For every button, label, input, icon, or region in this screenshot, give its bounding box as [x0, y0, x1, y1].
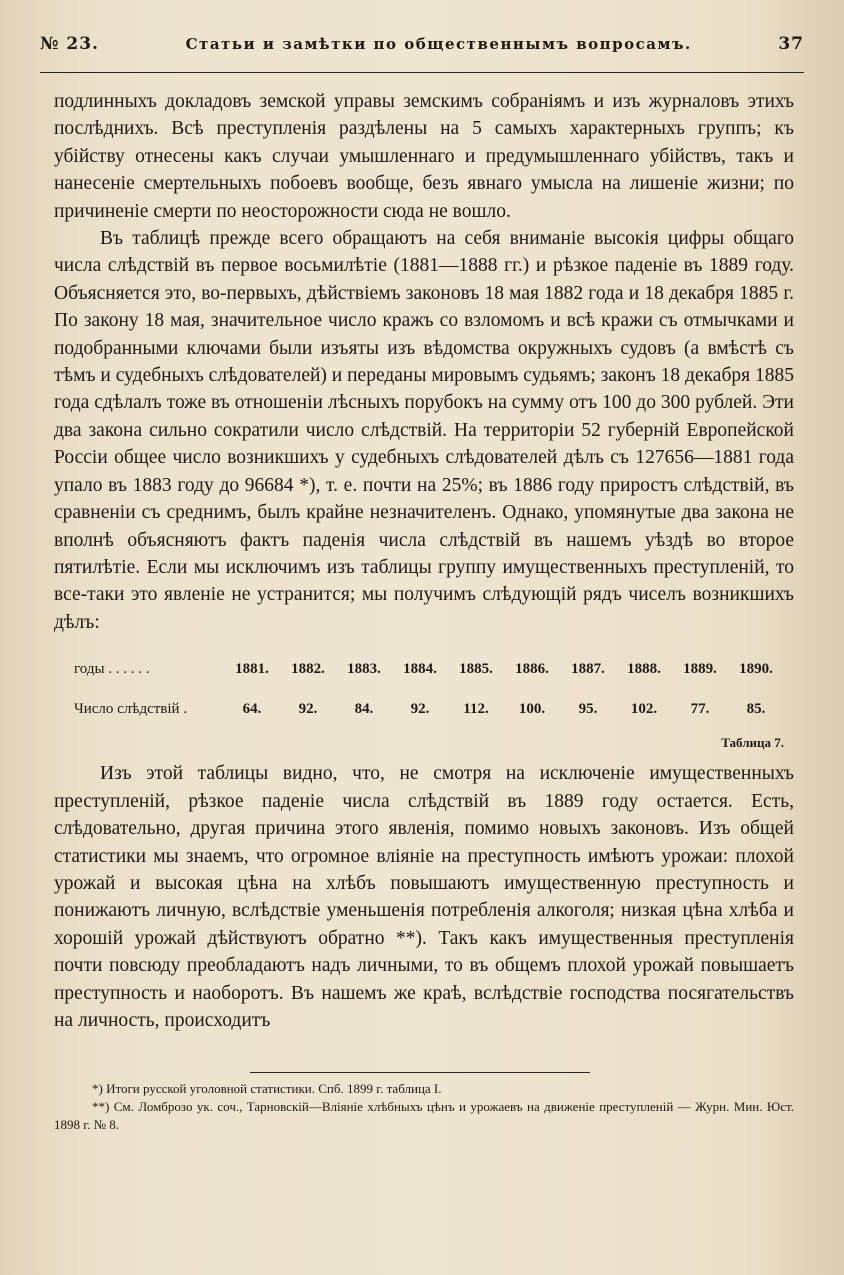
running-header	[40, 34, 804, 66]
paragraph: Въ таблицѣ прежде всего обращаютъ на себя вниманіе высокія цифры общаго числа слѣдствій въ первое восьмилѣтіе (1881—1888 гг.) и рѣзкое паденіе въ 1889 году. Объясняется это, во-первыхъ, дѣйствіемъ законовъ 18 мая 1882 года и 18 декабря 1885 г. По закону 18 мая, значительное число кражъ со взломомъ и всѣ кражи съ отмычками и подобранными ключами были изъяты изъ вѣдомства окружныхъ судовъ (а вмѣстѣ съ тѣмъ и судебныхъ слѣдователей) и переданы мировымъ судьямъ; законъ 18 декабря 1885 года сдѣлалъ тоже въ отношеніи лѣсныхъ порубокъ на сумму отъ 100 до 300 рублей. Эти два закона сильно сократили число слѣдствій. На территоріи 52 губерній Европейской Россіи общее число возникшихъ у судебныхъ слѣдователей дѣлъ съ 127656—1881 года упало въ 1883 году до 96684 *), т. е. почти на 25%; въ 1886 году приростъ слѣдствій, въ сравненіи съ среднимъ, былъ крайне незначителенъ. Однако, упомянутые два закона не вполнѣ объясняютъ фактъ паденія числа слѣдствій въ нашемъ уѣздѣ во второе пятилѣтіе. Если мы исключимъ изъ таблицы группу имущественныхъ преступленій, то все-таки это явленіе не устранится; мы получимъ слѣдующій рядъ чиселъ возникшихъ дѣлъ:	[54, 228, 794, 633]
count-cell: 102.	[630, 700, 658, 717]
count-cell: 112.	[463, 700, 489, 717]
count-cell: 95.	[578, 700, 598, 717]
footnotes	[54, 1080, 794, 1134]
table-row-counts	[74, 690, 784, 729]
footnote: *) Итоги русской уголовной статистики. Спб. 1899 г. таблица I.	[92, 1081, 442, 1096]
main-text	[54, 88, 794, 1034]
count-cell: 85.	[746, 700, 766, 717]
footnote-rule	[250, 1072, 590, 1073]
count-cell: 92.	[410, 700, 430, 717]
footnote: **) См. Ломброзо ук. соч., Тарновскій—Вліяніе хлѣбныхъ цѣнъ и урожаевъ на движеніе преступленій — Журн. Мин. Юст. 1898 г. № 8.	[54, 1099, 794, 1132]
year-cell: 1887.	[571, 661, 605, 678]
year-cell: 1883.	[347, 661, 381, 678]
count-cell: 77.	[690, 700, 710, 717]
year-cell: 1882.	[291, 661, 325, 678]
year-cell: 1886.	[515, 661, 549, 678]
header-rule	[40, 72, 804, 73]
table-caption: Таблица 7.	[721, 734, 784, 750]
page-number: 37	[778, 34, 804, 54]
table-row-years	[74, 650, 784, 689]
paragraph: подлинныхъ докладовъ земской управы земскимъ собраніямъ и изъ журналовъ этихъ послѣднихъ. Всѣ преступленія раздѣлены на 5 самыхъ характерныхъ группъ; къ убійству отнесены какъ случаи умышленнаго и предумышленнаго убійствъ, такъ и нанесеніе смертельныхъ побоевъ вообще, безъ явнаго умысла на лишеніе жизни; по причиненіе смерти по неосторожности сюда не вошло.	[54, 91, 794, 222]
year-cell: 1890.	[739, 661, 773, 678]
count-cell: 100.	[518, 700, 546, 717]
count-cell: 84.	[354, 700, 374, 717]
count-cell: 64.	[242, 700, 262, 717]
year-cell: 1881.	[235, 661, 269, 678]
year-cell: 1885.	[459, 661, 493, 678]
cases-table	[74, 650, 784, 729]
issue-number: № 23.	[40, 34, 99, 54]
year-cell: 1889.	[683, 661, 717, 678]
year-cell: 1884.	[403, 661, 437, 678]
row-label: Число слѣдствій .	[74, 700, 188, 717]
count-cell: 92.	[298, 700, 318, 717]
running-title: Статьи и замѣтки по общественнымъ вопросамъ.	[185, 35, 692, 53]
year-cell: 1888.	[627, 661, 661, 678]
row-label: годы . . . . . .	[74, 661, 150, 678]
paragraph: Изъ этой таблицы видно, что, не смотря на исключеніе имущественныхъ преступленій, рѣзкое паденіе числа слѣдствій въ 1889 году остается. Есть, слѣдовательно, другая причина этого явленія, помимо новыхъ законовъ. Изъ общей статистики мы знаемъ, что огромное вліяніе на преступность имѣютъ урожаи: плохой урожай и высокая цѣна на хлѣбъ повышаютъ имущественную преступность и понижаютъ личную, вслѣдствіе уменьшенія потребленія алкоголя; низкая цѣна хлѣба и хорошій урожай дѣйствуютъ обратно **). Такъ какъ имущественныя преступленія почти повсюду преобладаютъ надъ личными, то въ общемъ плохой урожай повышаетъ преступность и наоборотъ. Въ нашемъ же краѣ, вслѣдствіе господства посягательствъ на личность, происходитъ	[54, 763, 794, 1031]
